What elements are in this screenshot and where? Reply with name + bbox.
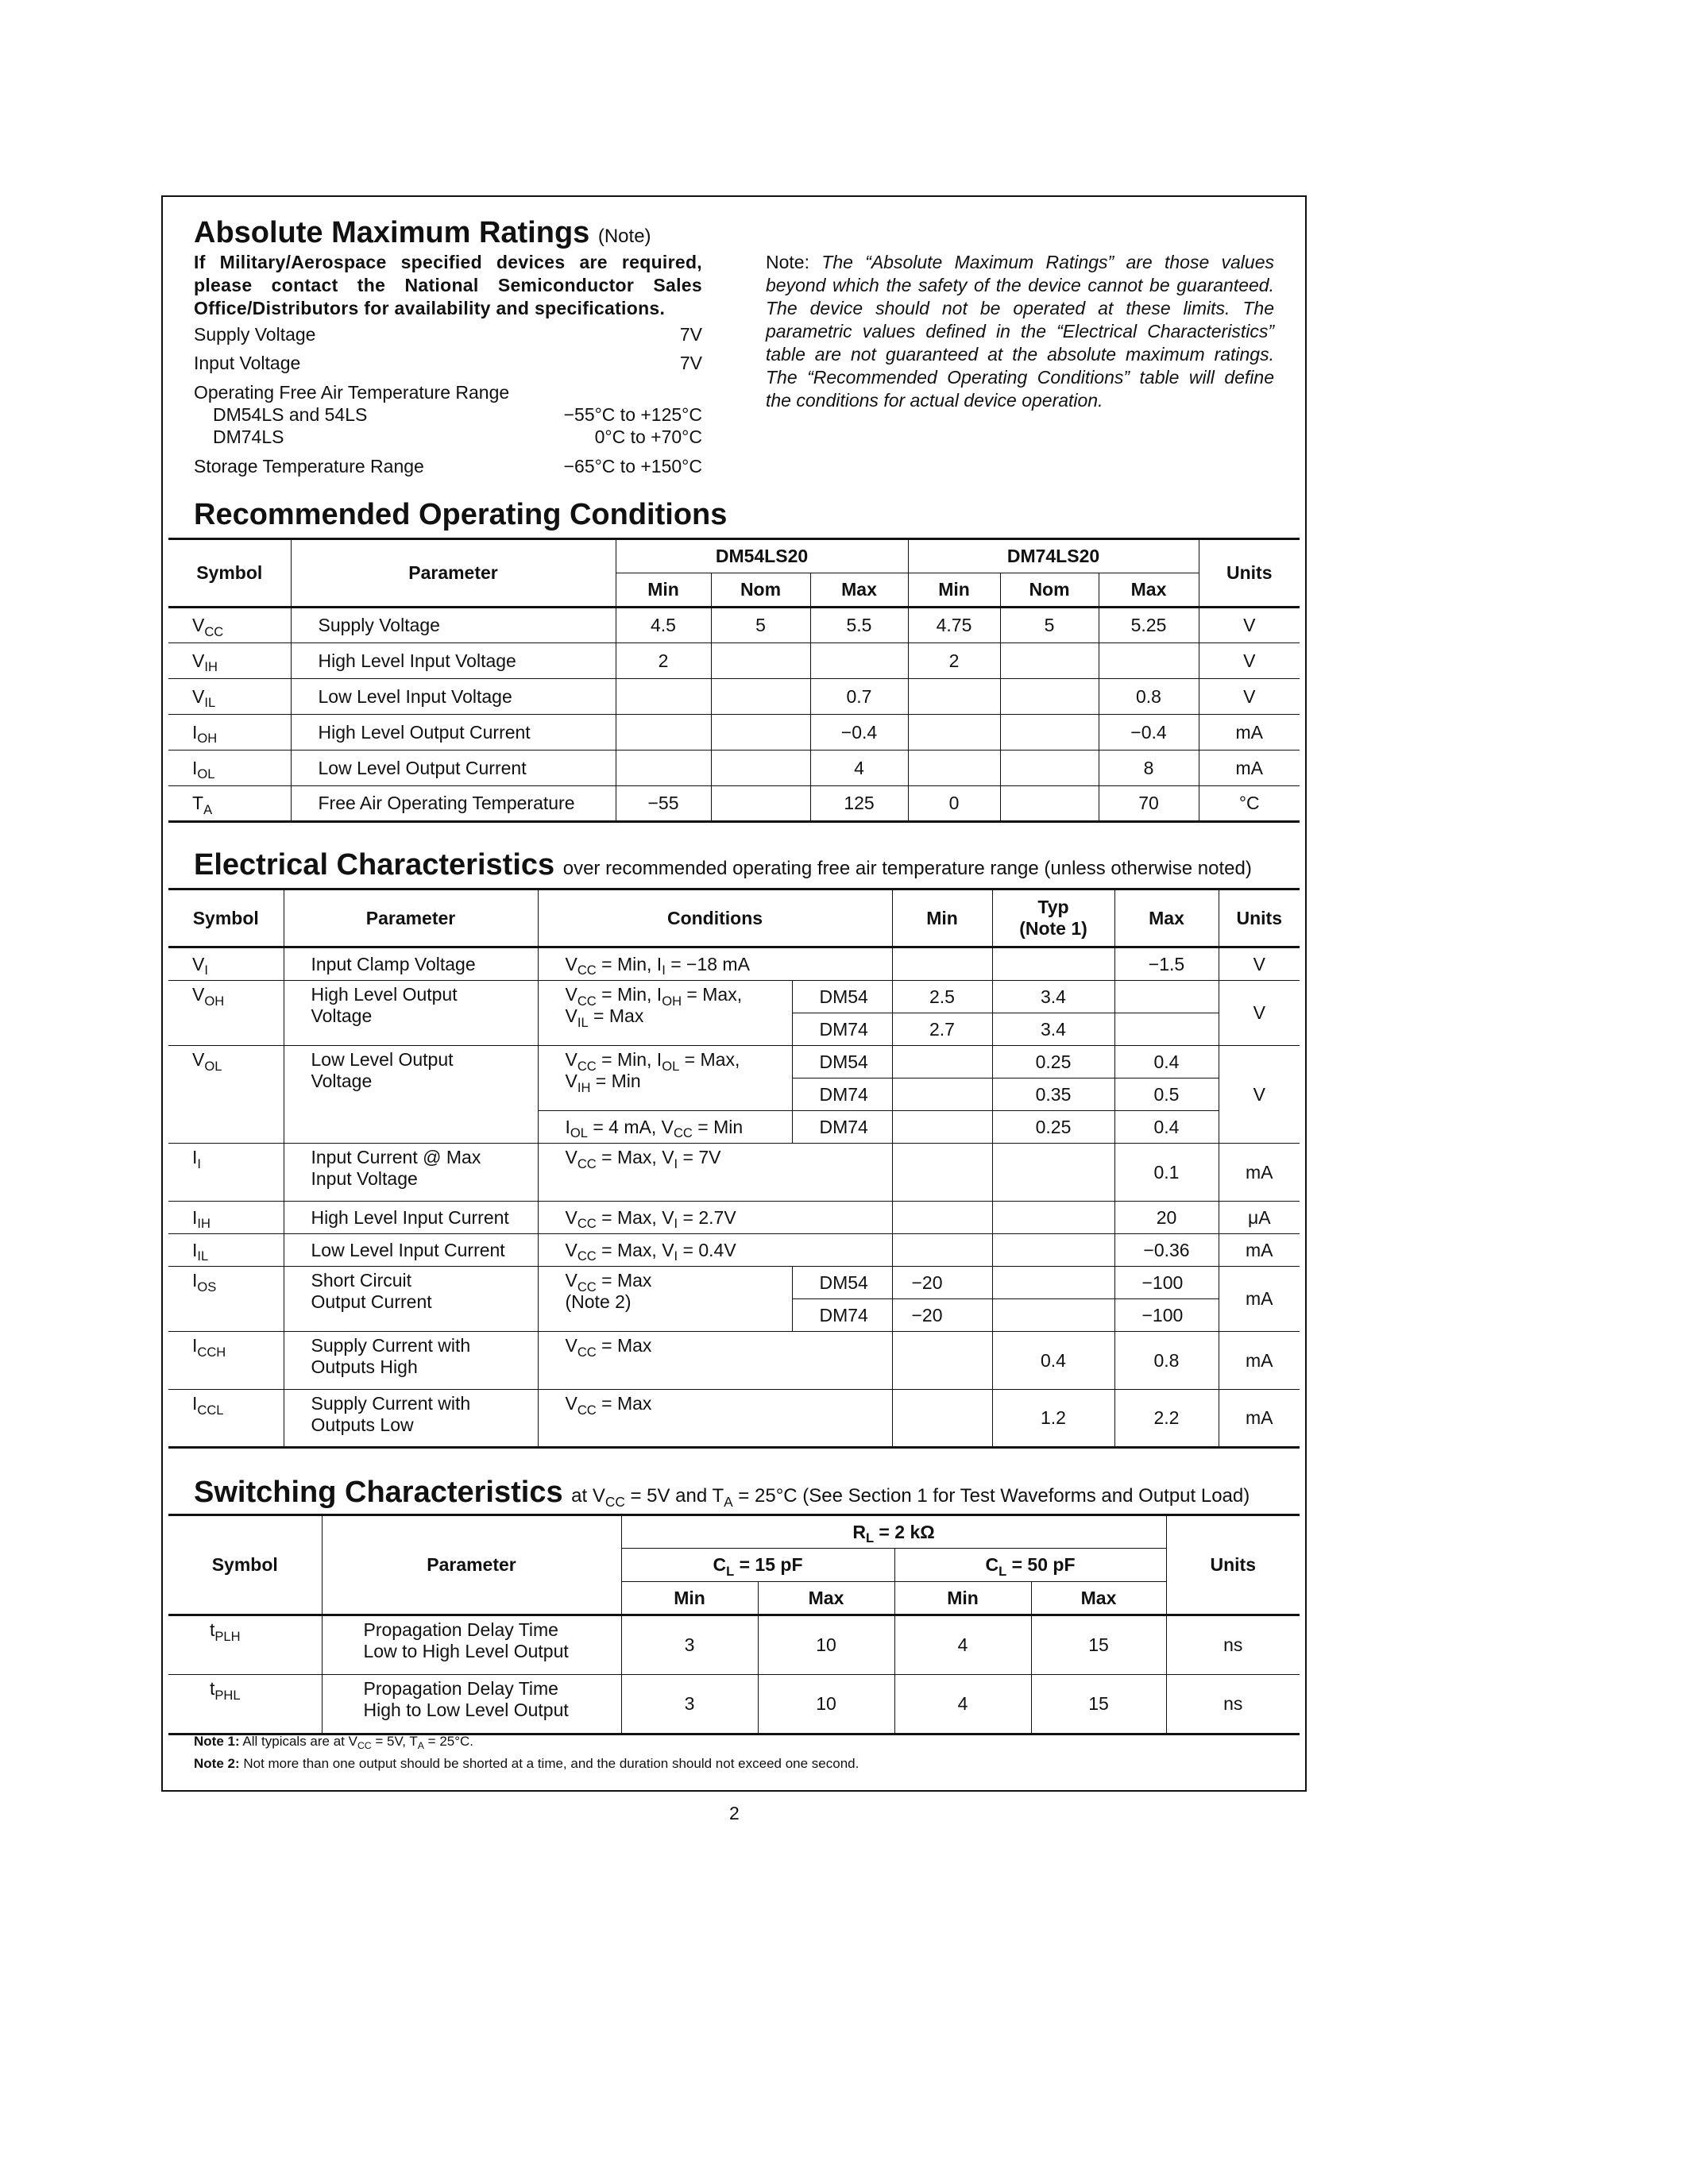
value-cell [711, 643, 810, 679]
typ-cell [992, 1144, 1114, 1202]
max-cell: −100 [1114, 1299, 1219, 1332]
rating-label: Supply Voltage [194, 324, 316, 345]
symbol-cell: $t_{PLH}$ [168, 1615, 322, 1675]
value-cell: 0 [908, 786, 1000, 822]
typ-cell: 0.4 [992, 1332, 1114, 1390]
units-cell: mA [1219, 1267, 1300, 1332]
symbol-cell: $I_{CCH}$ [168, 1332, 284, 1390]
roc-header-symbol: Symbol [168, 539, 291, 608]
value-cell [711, 751, 810, 786]
abs-max-heading: Absolute Maximum Ratings [194, 216, 590, 249]
units-cell: mA [1219, 1234, 1300, 1267]
units-cell: °C [1199, 786, 1300, 822]
min-cell: −20 [892, 1299, 992, 1332]
roc-header-parameter: Parameter [291, 539, 616, 608]
ec-row-ios [168, 1267, 1300, 1299]
ec-title-tail: over recommended operating free air temperature range (unless otherwise noted) [562, 858, 1252, 879]
symbol-cell: $V_{OH}$ [168, 981, 284, 1046]
value-cell [1000, 751, 1099, 786]
device-cell: DM74 [792, 1013, 892, 1046]
units-cell: μA [1219, 1202, 1300, 1234]
conditions-cell: $V_{CC}$ = Min, $I_I = -18$ mA [538, 947, 892, 981]
sw-header-min: Min [894, 1582, 1031, 1615]
parameter-cell: Low Level Output Voltage [284, 1046, 538, 1144]
min-cell: −20 [892, 1267, 992, 1299]
value-cell: 0.8 [1099, 679, 1199, 715]
rating-storage-temp [194, 456, 702, 477]
value-cell: 8 [1099, 751, 1199, 786]
abs-max-note-lead: Note: [766, 252, 809, 272]
symbol-cell: $V_{CC}$ [168, 608, 291, 643]
typ-cell: 0.25 [992, 1046, 1114, 1078]
value-cell: 2 [908, 643, 1000, 679]
value-cell: 15 [1031, 1615, 1166, 1675]
value-cell: 10 [758, 1615, 894, 1675]
symbol-cell: $V_{IH}$ [168, 643, 291, 679]
parameter-cell: High Level Input Current [284, 1202, 538, 1234]
symbol-cell: $t_{PHL}$ [168, 1675, 322, 1734]
ec-row-iih [168, 1202, 1300, 1234]
sw-header-min: Min [621, 1582, 758, 1615]
units-cell: mA [1199, 751, 1300, 786]
parameter-cell: Propagation Delay Time High to Low Level Output [322, 1675, 621, 1734]
min-cell [892, 1234, 992, 1267]
typ-cell: 0.25 [992, 1111, 1114, 1144]
ec-header-conditions: Conditions [538, 889, 892, 947]
device-cell: DM54 [792, 981, 892, 1013]
value-cell: 5.5 [810, 608, 908, 643]
ec-title [194, 848, 1252, 882]
value-cell: 5 [1000, 608, 1099, 643]
ec-heading: Electrical Characteristics [194, 848, 555, 882]
parameter-cell: Input Clamp Voltage [284, 947, 538, 981]
value-cell: 3 [621, 1615, 758, 1675]
max-cell [1114, 1013, 1219, 1046]
roc-header-max: Max [810, 573, 908, 608]
value-cell: 125 [810, 786, 908, 822]
roc-header-min: Min [908, 573, 1000, 608]
units-cell: mA [1219, 1332, 1300, 1390]
rating-dm54 [213, 404, 702, 426]
value-cell: 4 [894, 1675, 1031, 1734]
conditions-cell: $V_{CC}$ = Max, $V_I = 7V$ [538, 1144, 892, 1202]
value-cell: 15 [1031, 1675, 1166, 1734]
rating-label: DM74LS [213, 426, 284, 447]
value-cell [1000, 715, 1099, 751]
sw-row [168, 1675, 1300, 1734]
symbol-cell: $V_{IL}$ [168, 679, 291, 715]
value-cell [908, 679, 1000, 715]
note-1: Note 1: All typicals are at $V_{CC} = 5V$, $T_A = 25^\circ C$. [194, 1734, 474, 1752]
rating-input-voltage [194, 353, 702, 374]
rating-label: Input Voltage [194, 353, 301, 373]
symbol-cell: $I_I$ [168, 1144, 284, 1202]
units-cell: ns [1166, 1615, 1300, 1675]
symbol-cell: $I_{OS}$ [168, 1267, 284, 1332]
roc-table [168, 538, 1300, 823]
ec-row-vol [168, 1046, 1300, 1078]
sw-body [168, 1615, 1300, 1734]
conditions-cell: $V_{CC}$ = Min, $I_{OL}$ = Max, $V_{IH}$ = Min [538, 1046, 792, 1111]
parameter-cell: Low Level Input Voltage [291, 679, 616, 715]
min-cell [892, 1202, 992, 1234]
parameter-cell: Supply Voltage [291, 608, 616, 643]
value-cell [616, 751, 711, 786]
symbol-cell: $I_{OH}$ [168, 715, 291, 751]
rating-value: 7V [679, 353, 702, 373]
rating-value: −55°C to +125°C [563, 404, 702, 425]
ec-header-typ-label: Typ [1037, 897, 1069, 917]
conditions-cell: $V_{CC}$ = Max [538, 1390, 892, 1448]
min-cell [892, 1332, 992, 1390]
typ-cell [992, 947, 1114, 981]
abs-max-note-tag: (Note) [597, 226, 651, 247]
sw-header-symbol: Symbol [168, 1515, 322, 1615]
symbol-cell: $I_{CCL}$ [168, 1390, 284, 1448]
min-cell [892, 1390, 992, 1448]
max-cell: −0.36 [1114, 1234, 1219, 1267]
value-cell [616, 715, 711, 751]
typ-cell [992, 1267, 1114, 1299]
min-cell [892, 1078, 992, 1111]
parameter-cell: Supply Current with Outputs Low [284, 1390, 538, 1448]
typ-cell: 1.2 [992, 1390, 1114, 1448]
max-cell: −100 [1114, 1267, 1219, 1299]
typ-cell [992, 1234, 1114, 1267]
value-cell: 4 [894, 1615, 1031, 1675]
value-cell: 4.75 [908, 608, 1000, 643]
symbol-cell: $I_{OL}$ [168, 751, 291, 786]
sw-title-tail: at $V_{CC} = 5V$ and $T_A = 25^\circ C$ (See Section 1 for Test Waveforms and Output Load) [571, 1485, 1250, 1511]
roc-header-nom: Nom [1000, 573, 1099, 608]
roc-header-dm54: DM54LS20 [616, 539, 908, 573]
units-cell: mA [1219, 1144, 1300, 1202]
value-cell: 3 [621, 1675, 758, 1734]
typ-cell: 0.35 [992, 1078, 1114, 1111]
sw-header-parameter: Parameter [322, 1515, 621, 1615]
note-2: Note 2: Not more than one output should be shorted at a time, and the duration should not exceed one second. [194, 1756, 859, 1771]
sw-header-max: Max [758, 1582, 894, 1615]
units-cell: ns [1166, 1675, 1300, 1734]
parameter-cell: Short Circuit Output Current [284, 1267, 538, 1332]
value-cell [1000, 786, 1099, 822]
ec-row-voh [168, 981, 1300, 1013]
ec-row-icch [168, 1332, 1300, 1390]
value-cell: 4 [810, 751, 908, 786]
value-cell: 2 [616, 643, 711, 679]
typ-cell [992, 1202, 1114, 1234]
sw-header-max: Max [1031, 1582, 1166, 1615]
ec-header-parameter: Parameter [284, 889, 538, 947]
rating-value: 0°C to +70°C [594, 426, 702, 447]
ec-row-iccl [168, 1390, 1300, 1448]
value-cell [1099, 643, 1199, 679]
parameter-cell: Supply Current with Outputs High [284, 1332, 538, 1390]
roc-row [168, 643, 1300, 679]
units-cell: V [1219, 981, 1300, 1046]
units-cell: mA [1199, 715, 1300, 751]
units-cell: V [1219, 1046, 1300, 1144]
rating-label: Operating Free Air Temperature Range [194, 382, 510, 403]
parameter-cell: Propagation Delay Time Low to High Level Output [322, 1615, 621, 1675]
value-cell [711, 786, 810, 822]
ec-table [168, 888, 1300, 1449]
value-cell: 5 [711, 608, 810, 643]
roc-header-nom: Nom [711, 573, 810, 608]
roc-header-min: Min [616, 573, 711, 608]
value-cell [616, 679, 711, 715]
parameter-cell: High Level Output Current [291, 715, 616, 751]
rating-supply-voltage [194, 324, 702, 345]
rating-label: Storage Temperature Range [194, 456, 424, 477]
rating-value: 7V [679, 324, 702, 345]
min-cell [892, 947, 992, 981]
units-cell: mA [1219, 1390, 1300, 1448]
min-cell: 2.7 [892, 1013, 992, 1046]
value-cell: −0.4 [810, 715, 908, 751]
abs-max-note-text: The “Absolute Maximum Ratings” are those values beyond which the safety of the device cannot be guaranteed. The device should not be operated at these limits. The parametric values defined in the “Electrical Characteristics” table are not guaranteed at the absolute maximum ratings. The “Recommended Operating Conditions” table will define the conditions for actual device operation. [766, 252, 1275, 411]
parameter-cell: Input Current @ Max Input Voltage [284, 1144, 538, 1202]
max-cell: 0.1 [1114, 1144, 1219, 1202]
ec-header-min: Min [892, 889, 992, 947]
value-cell: −55 [616, 786, 711, 822]
symbol-cell: $I_{IH}$ [168, 1202, 284, 1234]
parameter-cell: Low Level Input Current [284, 1234, 538, 1267]
value-cell [908, 751, 1000, 786]
sw-heading: Switching Characteristics [194, 1476, 563, 1509]
symbol-cell: $I_{IL}$ [168, 1234, 284, 1267]
units-cell: V [1199, 679, 1300, 715]
ec-row-ii [168, 1144, 1300, 1202]
sw-header-units: Units [1166, 1515, 1300, 1615]
max-cell: 0.4 [1114, 1111, 1219, 1144]
roc-body [168, 608, 1300, 822]
roc-heading: Recommended Operating Conditions [194, 498, 728, 531]
ec-row-vi [168, 947, 1300, 981]
symbol-cell: $V_{OL}$ [168, 1046, 284, 1144]
device-cell: DM74 [792, 1111, 892, 1144]
typ-cell [992, 1299, 1114, 1332]
value-cell: 4.5 [616, 608, 711, 643]
sw-header-cl50: $C_L = 50$ pF [894, 1549, 1166, 1582]
typ-cell: 3.4 [992, 1013, 1114, 1046]
conditions-cell: $V_{CC}$ = Max, $V_I = 2.7V$ [538, 1202, 892, 1234]
value-cell [1000, 679, 1099, 715]
device-cell: DM54 [792, 1046, 892, 1078]
min-cell [892, 1111, 992, 1144]
roc-header-dm74: DM74LS20 [908, 539, 1199, 573]
max-cell [1114, 981, 1219, 1013]
typ-cell: 3.4 [992, 981, 1114, 1013]
rating-dm74 [213, 426, 702, 448]
value-cell [1000, 643, 1099, 679]
device-cell: DM74 [792, 1078, 892, 1111]
max-cell: 2.2 [1114, 1390, 1219, 1448]
parameter-cell: High Level Output Voltage [284, 981, 538, 1046]
sw-table [168, 1514, 1300, 1735]
max-cell: 0.4 [1114, 1046, 1219, 1078]
ec-header-max: Max [1114, 889, 1219, 947]
conditions-cell: $I_{OL} = 4$ mA, $V_{CC}$ = Min [538, 1111, 792, 1144]
value-cell [711, 715, 810, 751]
conditions-cell: $V_{CC}$ = Max, $V_I = 0.4V$ [538, 1234, 892, 1267]
conditions-cell: $V_{CC}$ = Max [538, 1332, 892, 1390]
parameter-cell: Low Level Output Current [291, 751, 616, 786]
page-number: 2 [729, 1803, 740, 1823]
units-cell: V [1199, 643, 1300, 679]
rating-temp-range-label [194, 382, 702, 403]
sw-title [194, 1476, 1250, 1510]
roc-header-max: Max [1099, 573, 1199, 608]
rating-label: DM54LS and 54LS [213, 404, 368, 425]
conditions-cell: $V_{CC}$ = Max (Note 2) [538, 1267, 792, 1332]
roc-row [168, 786, 1300, 822]
device-cell: DM54 [792, 1267, 892, 1299]
rating-value: −65°C to +150°C [563, 456, 702, 477]
abs-max-subtitle: If Military/Aerospace specified devices are required, please contact the National Semiconductor Sales Office/Distributors for availability and specifications. [194, 252, 702, 318]
max-cell: 0.5 [1114, 1078, 1219, 1111]
max-cell: −1.5 [1114, 947, 1219, 981]
ec-header-units: Units [1219, 889, 1300, 947]
abs-max-note [766, 251, 1274, 412]
roc-row [168, 608, 1300, 643]
max-cell: 0.8 [1114, 1332, 1219, 1390]
value-cell [711, 679, 810, 715]
ec-header-symbol: Symbol [168, 889, 284, 947]
roc-row [168, 715, 1300, 751]
units-cell: V [1219, 947, 1300, 981]
ec-header-typ-note: (Note 1) [1019, 918, 1087, 939]
min-cell [892, 1144, 992, 1202]
value-cell: 5.25 [1099, 608, 1199, 643]
abs-max-title [194, 216, 651, 250]
sw-row [168, 1615, 1300, 1675]
sw-header-cl15: $C_L = 15$ pF [621, 1549, 894, 1582]
device-cell: DM74 [792, 1299, 892, 1332]
min-cell [892, 1046, 992, 1078]
parameter-cell: Free Air Operating Temperature [291, 786, 616, 822]
value-cell: 10 [758, 1675, 894, 1734]
symbol-cell: $V_I$ [168, 947, 284, 981]
ec-header-typ [992, 889, 1114, 947]
symbol-cell: $T_A$ [168, 786, 291, 822]
value-cell: −0.4 [1099, 715, 1199, 751]
conditions-cell: $V_{CC}$ = Min, $I_{OH}$ = Max, $V_{IL}$ = Max [538, 981, 792, 1046]
roc-title [194, 498, 727, 532]
ec-row-iil [168, 1234, 1300, 1267]
value-cell [908, 715, 1000, 751]
value-cell: 0.7 [810, 679, 908, 715]
roc-header-units: Units [1199, 539, 1300, 608]
roc-row [168, 679, 1300, 715]
value-cell: 70 [1099, 786, 1199, 822]
units-cell: V [1199, 608, 1300, 643]
max-cell: 20 [1114, 1202, 1219, 1234]
roc-row [168, 751, 1300, 786]
value-cell [810, 643, 908, 679]
min-cell: 2.5 [892, 981, 992, 1013]
sw-header-rl: $R_L = 2$ kΩ [621, 1515, 1166, 1549]
parameter-cell: High Level Input Voltage [291, 643, 616, 679]
